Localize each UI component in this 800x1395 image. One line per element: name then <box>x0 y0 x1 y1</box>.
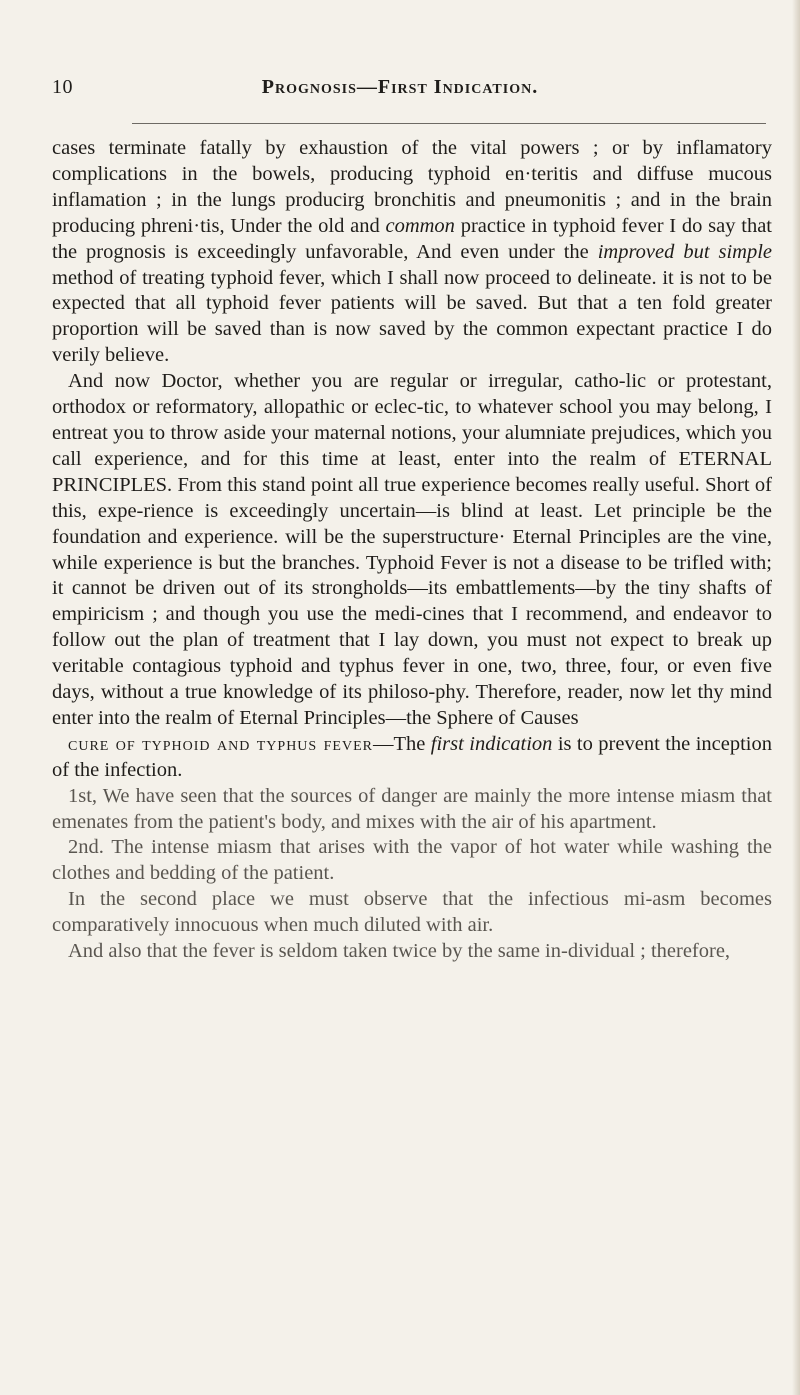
emphasis-common: common <box>385 214 455 237</box>
emphasis-first-indication: first indication <box>430 732 553 755</box>
section-heading-cure: cure of typhoid and typhus fever <box>68 732 373 755</box>
body-text <box>52 136 772 965</box>
paragraph-text: —The <box>372 732 431 755</box>
running-title: Prognosis—First Indication. <box>261 76 539 98</box>
paragraph-text: cases terminate fatally by exhaustion of the vital powers ; or by inflamatory complications in the bowels, producing typhoid en·teritis and diffuse mucous inflamation ; in the lungs producirg bronchitis and pneumonitis ; and in the brain producing phreni·tis, Under the old and <box>52 137 772 237</box>
paragraph-eternal-principles: And now Doctor, whether you are regular or irregular, catho-lic or protestant, orthodox or reformatory, allopathic or eclec-tic, to whatever school you may belong, I entreat you to throw aside your maternal notions, your alumniate prejudices, which you call experience, and for this time at least, enter into the realm of ETERNAL PRINCIPLES. From this stand point all true experience becomes really useful. Short of this, expe-rience is exceedingly uncertain—is blind at least. Let principle be the foundation and experience. will be the superstructure· Eternal Principles are the vine, while experience is but the branches. Typhoid Fever is not a disease to be trifled with; it cannot be driven out of its strongholds—its embattlements—by the tiny shafts of empiricism ; and though you use the medi-cines that I recommend, and endeavor to follow out the plan of treatment that I lay down, you must not expect to break up veritable contagious typhoid and typhus fever in one, two, three, four, or even five days, without a true knowledge of its philoso-phy. Therefore, reader, now let thy mind enter into the realm of Eternal Principles—the Sphere of Causes <box>52 370 772 729</box>
emphasis-improved-method: improved but simple <box>597 240 772 263</box>
page-edge-shadow <box>792 0 800 1395</box>
paragraph-text: practice in typhoid fever I do say that the prognosis is exceedingly unfavorable, And even under the <box>52 214 772 263</box>
paragraph-text: is to prevent the inception of the infection. <box>52 732 772 781</box>
paragraph-prognosis <box>52 136 772 369</box>
paragraph-text: method of treating typhoid fever, which I shall now proceed to delineate. it is not to be expected that all typhoid fever patients will be saved. But that a ten fold greater proportion will be saved than is now saved by the common expectant practice I do verily believe. <box>52 266 772 367</box>
header-rule <box>132 123 766 124</box>
paragraph-second-source: 2nd. The intense miasm that arises with the vapor of hot water while washing the clothes and bedding of the patient. <box>52 836 772 885</box>
paragraph-first-source: 1st, We have seen that the sources of danger are mainly the more intense miasm that emenates from the patient's body, and mixes with the air of his apartment. <box>52 784 772 833</box>
page-header <box>0 76 800 106</box>
paragraph-dilution: In the second place we must observe that the infectious mi-asm becomes comparatively innocuous when much diluted with air. <box>52 888 772 937</box>
paragraph-cure-indication <box>52 732 772 784</box>
page-number: 10 <box>52 76 73 98</box>
paragraph-reinfection: And also that the fever is seldom taken twice by the same in-dividual ; therefore, <box>68 940 731 963</box>
